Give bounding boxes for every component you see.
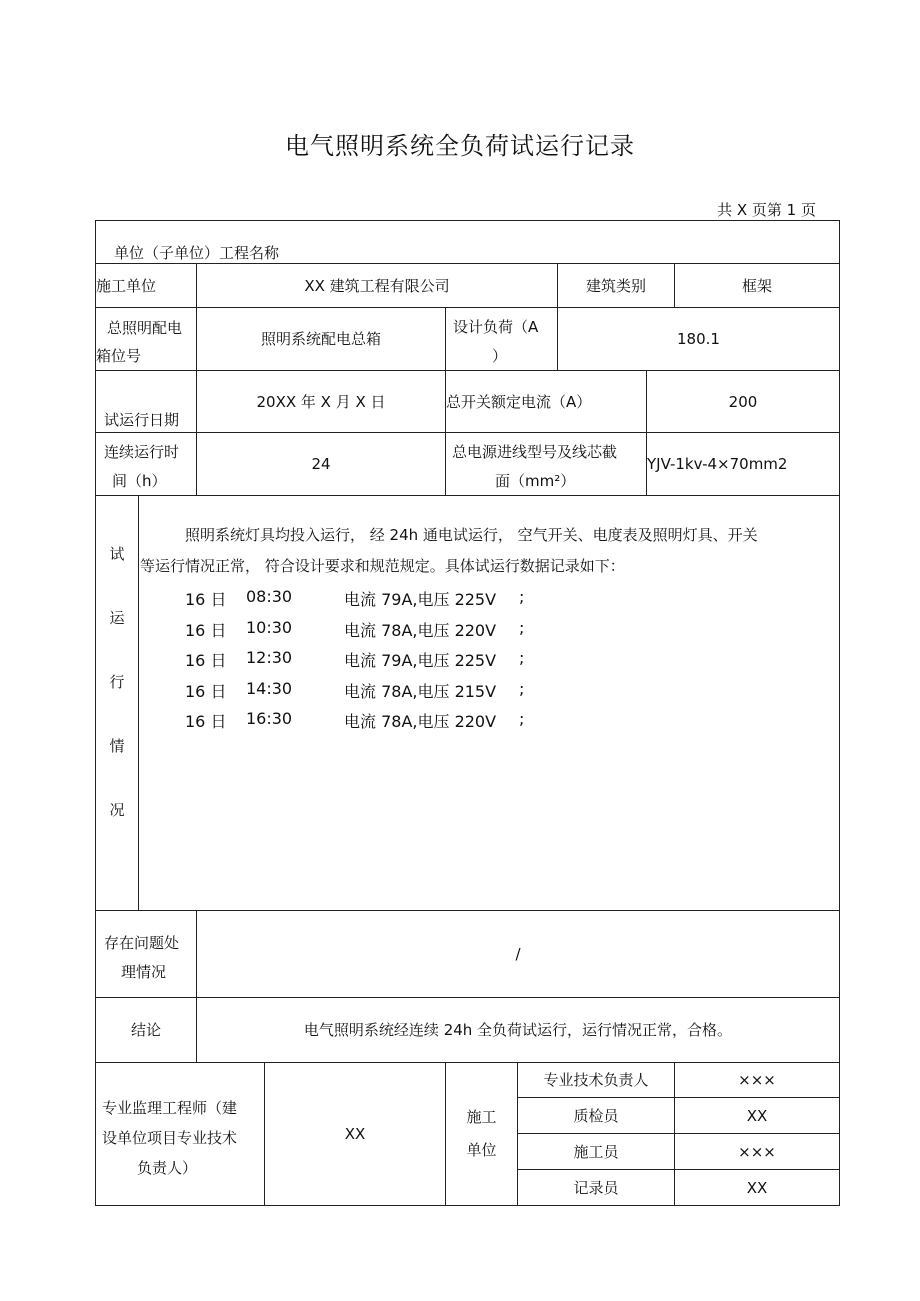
main-box-value: 照明系统配电总箱 — [260, 330, 381, 348]
operation-label-char: 运 — [109, 609, 125, 627]
duration-label: 间（h） — [112, 472, 167, 490]
issues-value: / — [515, 945, 521, 963]
signature-role: 记录员 — [573, 1178, 619, 1197]
signature-name: ××× — [738, 1071, 776, 1089]
record-time: 10:30 — [246, 618, 293, 637]
signature-name: XX — [746, 1178, 768, 1197]
record-time: 14:30 — [246, 679, 293, 698]
supervisor-signature: XX — [344, 1125, 366, 1143]
conclusion-label: 结论 — [130, 1021, 161, 1039]
main-box-label: 总照明配电 — [107, 319, 183, 337]
table-divider — [445, 1062, 446, 1206]
constructor-label: 施工 — [466, 1108, 497, 1126]
record-day: 16 日 — [185, 621, 227, 640]
building-type-label: 建筑类别 — [585, 276, 646, 295]
cable-label: 面（mm²） — [495, 472, 576, 490]
design-load-label: ） — [492, 347, 508, 365]
record-day: 16 日 — [185, 590, 227, 609]
supervisor-label: 负责人） — [137, 1159, 198, 1177]
record-day: 16 日 — [185, 682, 227, 701]
supervisor-label: 专业监理工程师（建 — [102, 1099, 238, 1117]
signature-name: XX — [746, 1106, 768, 1125]
record-end: ; — [519, 679, 525, 698]
project-name-label: 单位（子单位）工程名称 — [114, 244, 280, 262]
record-end: ; — [519, 618, 525, 637]
record-reading: 电流 79A,电压 225V — [344, 590, 497, 609]
table-divider — [138, 495, 139, 910]
record-end: ; — [519, 648, 525, 667]
main-box-label: 箱位号 — [96, 347, 142, 365]
signature-role: 专业技术负责人 — [543, 1071, 649, 1089]
record-reading: 电流 78A,电压 220V — [344, 621, 497, 640]
table-divider — [95, 495, 840, 496]
record-time: 16:30 — [246, 709, 293, 728]
record-reading: 电流 78A,电压 215V — [344, 682, 497, 701]
operation-label-char: 试 — [109, 545, 125, 563]
record-day: 16 日 — [185, 651, 227, 670]
cable-label: 总电源进线型号及线芯截 — [452, 443, 618, 461]
record-time: 08:30 — [246, 587, 293, 606]
operation-label-char: 况 — [109, 801, 125, 819]
supervisor-label: 设单位项目专业技术 — [102, 1129, 238, 1147]
design-load-label: 设计负荷（A — [453, 318, 539, 336]
operation-paragraph: 等运行情况正常， 符合设计要求和规范规定。具体试运行数据记录如下： — [140, 557, 625, 575]
signature-role: 质检员 — [573, 1106, 619, 1125]
operation-label-char: 行 — [109, 673, 125, 691]
trial-date-label: 试运行日期 — [104, 411, 180, 429]
signature-role: 施工员 — [573, 1142, 619, 1161]
cable-value: YJV-1kv-4×70mm2 — [647, 455, 788, 473]
design-load-value: 180.1 — [677, 330, 720, 348]
construction-unit-label: 施工单位 — [96, 276, 157, 295]
operation-label-char: 情 — [109, 737, 125, 755]
trial-date-value: 20XX 年 X 月 X 日 — [256, 392, 386, 411]
record-day: 16 日 — [185, 712, 227, 731]
constructor-label: 单位 — [466, 1141, 497, 1159]
building-type-value: 框架 — [741, 276, 772, 295]
document-title: 电气照明系统全负荷试运行记录 — [285, 132, 635, 160]
switch-current-label: 总开关额定电流（A） — [446, 392, 592, 411]
switch-current-value: 200 — [728, 392, 758, 411]
operation-paragraph: 照明系统灯具均投入运行， 经 24h 通电试运行， 空气开关、电度表及照明灯具、开关 — [185, 526, 758, 544]
table-border — [95, 220, 840, 221]
table-border — [95, 1205, 840, 1206]
duration-label: 连续运行时 — [104, 443, 180, 461]
record-end: ; — [519, 587, 525, 606]
signature-name: ××× — [738, 1142, 776, 1161]
issues-label: 存在问题处 — [104, 934, 180, 952]
issues-label: 理情况 — [121, 963, 167, 981]
table-border — [839, 220, 840, 1206]
conclusion-value: 电气照明系统经连续 24h 全负荷试运行，运行情况正常，合格。 — [303, 1021, 733, 1039]
page-info: 共 X 页第 1 页 — [717, 201, 816, 219]
record-reading: 电流 78A,电压 220V — [344, 712, 497, 731]
construction-unit-value: XX 建筑工程有限公司 — [304, 276, 450, 295]
record-time: 12:30 — [246, 648, 293, 667]
record-reading: 电流 79A,电压 225V — [344, 651, 497, 670]
record-end: ; — [519, 709, 525, 728]
duration-value: 24 — [311, 455, 331, 473]
